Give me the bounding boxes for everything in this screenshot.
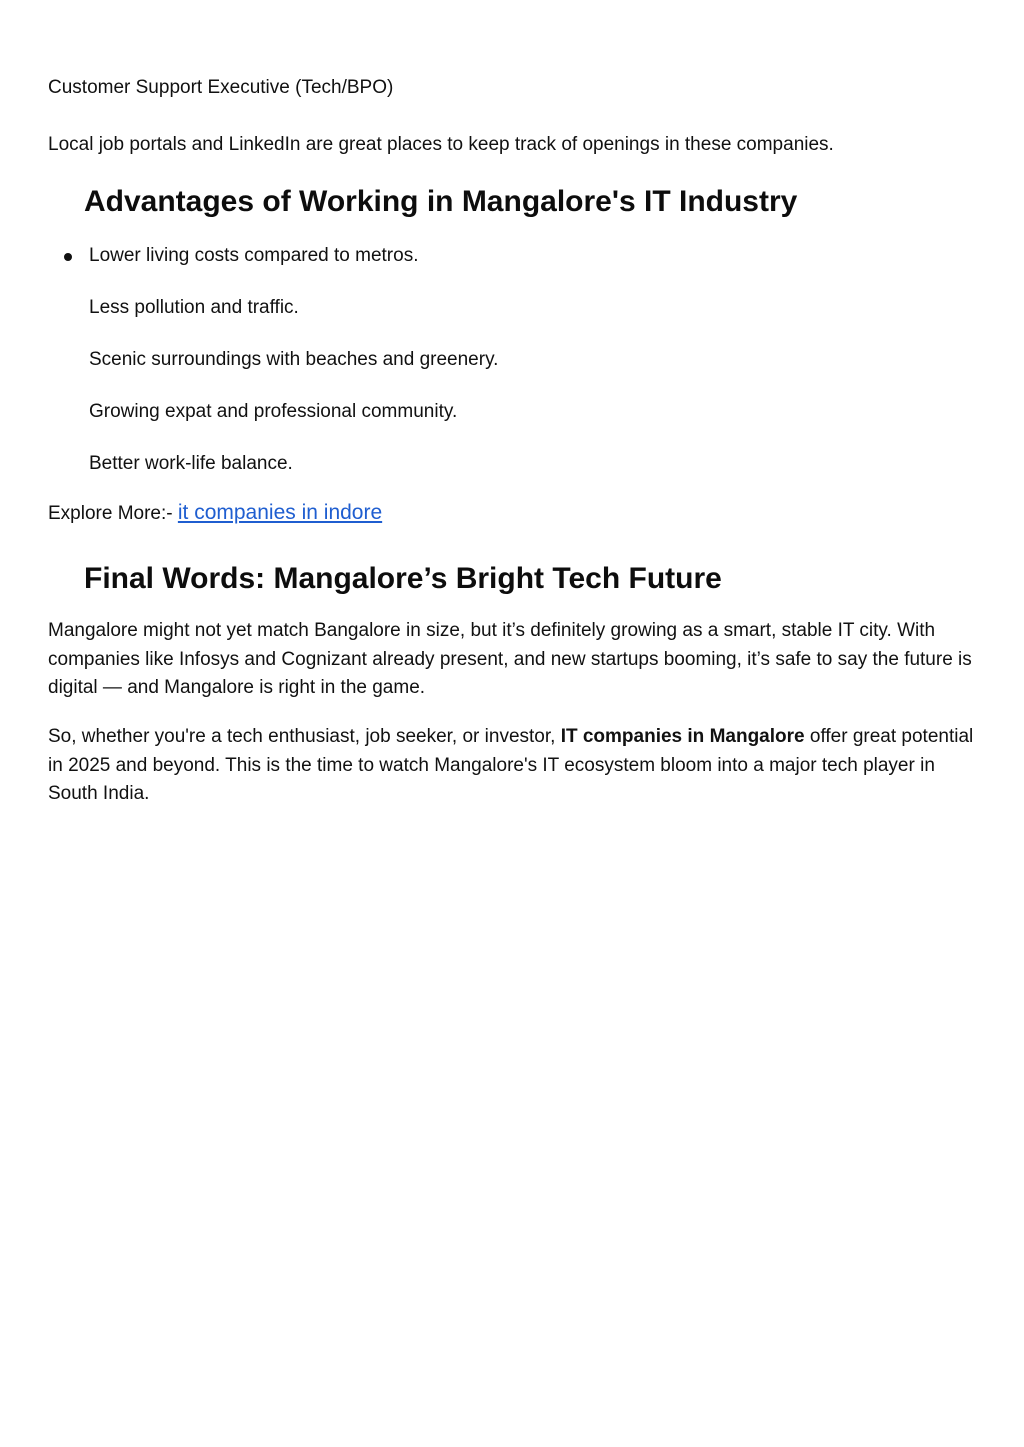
explore-more-link[interactable]: it companies in indore	[177, 501, 383, 524]
advantages-heading: Advantages of Working in Mangalore's IT Industry	[84, 185, 798, 218]
keyword-highlight: IT companies in Mangalore	[560, 726, 805, 747]
job-title-line: Customer Support Executive (Tech/BPO)	[48, 77, 394, 98]
final-paragraph-2	[48, 723, 983, 809]
list-item: Less pollution and traffic.	[89, 297, 299, 318]
final-paragraph-2-end: offer great potential in 2025 and beyond. This is the time to watch Mangalore's IT ecosystem bloom into a major tech player in South India.	[48, 726, 974, 804]
list-item: Growing expat and professional community.	[89, 401, 458, 422]
bullet-icon	[64, 253, 72, 261]
explore-more-line	[48, 499, 382, 529]
list-item: Better work-life balance.	[89, 453, 293, 474]
list-item: Lower living costs compared to metros.	[89, 245, 419, 266]
final-paragraph-1: Mangalore might not yet match Bangalore in size, but it’s definitely growing as a smart, stable IT city. With companies like Infosys and Cognizant already present, and new startups booming, it’s safe to say the future is digital — and Mangalore is right in the game.	[48, 620, 972, 698]
final-paragraph-2-start: So, whether you're a tech enthusiast, job seeker, or investor,	[48, 726, 561, 747]
list-item: Scenic surroundings with beaches and greenery.	[89, 349, 499, 370]
job-portals-note: Local job portals and LinkedIn are great places to keep track of openings in these companies.	[48, 134, 834, 155]
final-words-heading: Final Words: Mangalore’s Bright Tech Future	[84, 562, 722, 595]
explore-more-label: Explore More:-	[48, 503, 178, 524]
